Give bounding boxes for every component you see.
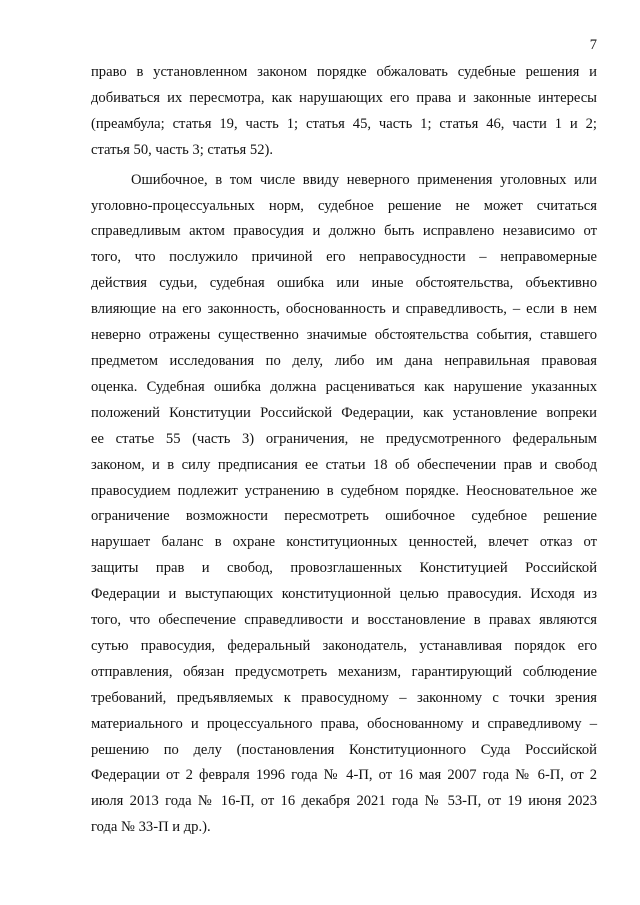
document-body	[91, 60, 597, 841]
text-line: года № 33-П и др.).	[91, 819, 211, 836]
text-line: требований, предъявляемых к правосудному – законному с точки зрения	[91, 689, 597, 706]
text-line: материального и процессуального права, обоснованному и справедливому –	[91, 715, 597, 732]
text-line: положений Конституции Российской Федерации, как установление вопреки	[91, 404, 597, 421]
paragraph-1	[91, 60, 597, 164]
text-line: оценка. Судебная ошибка должна расцениваться как нарушение указанных	[91, 378, 597, 395]
text-line: того, что обеспечение справедливости и восстановление в правах являются	[91, 612, 597, 629]
text-line: решению по делу (постановления Конституционного Суда Российской	[91, 741, 597, 758]
text-line: того, что послужило причиной его неправосудности – неправомерные	[91, 249, 597, 266]
text-line: защиты прав и свобод, провозглашенных Конституцией Российской	[91, 560, 597, 577]
text-line: влияющие на его законность, обоснованность и справедливость, – если в нем	[91, 301, 597, 318]
text-line: правосудием подлежит устранению в судебном порядке. Неосновательное же	[91, 482, 597, 499]
text-line: законом, и в силу предписания ее статьи 18 об обеспечении прав и свобод	[91, 456, 597, 473]
text-line: Федерации и выступающих конституционной целью правосудия. Исходя из	[91, 586, 597, 603]
text-line: (преамбула; статья 19, часть 1; статья 45, часть 1; статья 46, части 1 и 2;	[91, 115, 597, 132]
text-line: статья 50, часть 3; статья 52).	[91, 141, 274, 158]
text-line: нарушает баланс в охране конституционных ценностей, влечет отказ от	[91, 534, 597, 551]
text-line: предметом исследования по делу, либо им дана неправильная правовая	[91, 352, 597, 369]
text-line: добиваться их пересмотра, как нарушающих его права и законные интересы	[91, 89, 597, 106]
text-line: справедливым актом правосудия и должно быть исправлено независимо от	[91, 223, 597, 240]
text-line: действия судьи, судебная ошибка или иные обстоятельства, объективно	[91, 275, 597, 292]
text-line: неверно отражены существенно значимые обстоятельства события, ставшего	[91, 327, 597, 344]
page-number: 7	[589, 37, 597, 53]
text-line: ее статье 55 (часть 3) ограничения, не предусмотренного федеральным	[91, 430, 597, 447]
text-line: отправления, обязан предусмотреть механизм, гарантирующий соблюдение	[91, 663, 597, 680]
text-line: Федерации от 2 февраля 1996 года № 4-П, от 16 мая 2007 года № 6-П, от 2	[91, 767, 597, 784]
text-line: уголовно-процессуальных норм, судебное решение не может считаться	[91, 197, 597, 214]
text-line: сутью правосудия, федеральный законодатель, устанавливая порядок его	[91, 637, 597, 654]
text-line: право в установленном законом порядке обжаловать судебные решения и	[91, 64, 597, 80]
paragraph-2	[91, 168, 597, 842]
text-line: июля 2013 года № 16-П, от 16 декабря 2021 года № 53-П, от 19 июня 2023	[91, 793, 597, 810]
text-line: ограничение возможности пересмотреть ошибочное судебное решение	[91, 508, 597, 525]
text-line: Ошибочное, в том числе ввиду неверного применения уголовных или	[131, 171, 597, 188]
